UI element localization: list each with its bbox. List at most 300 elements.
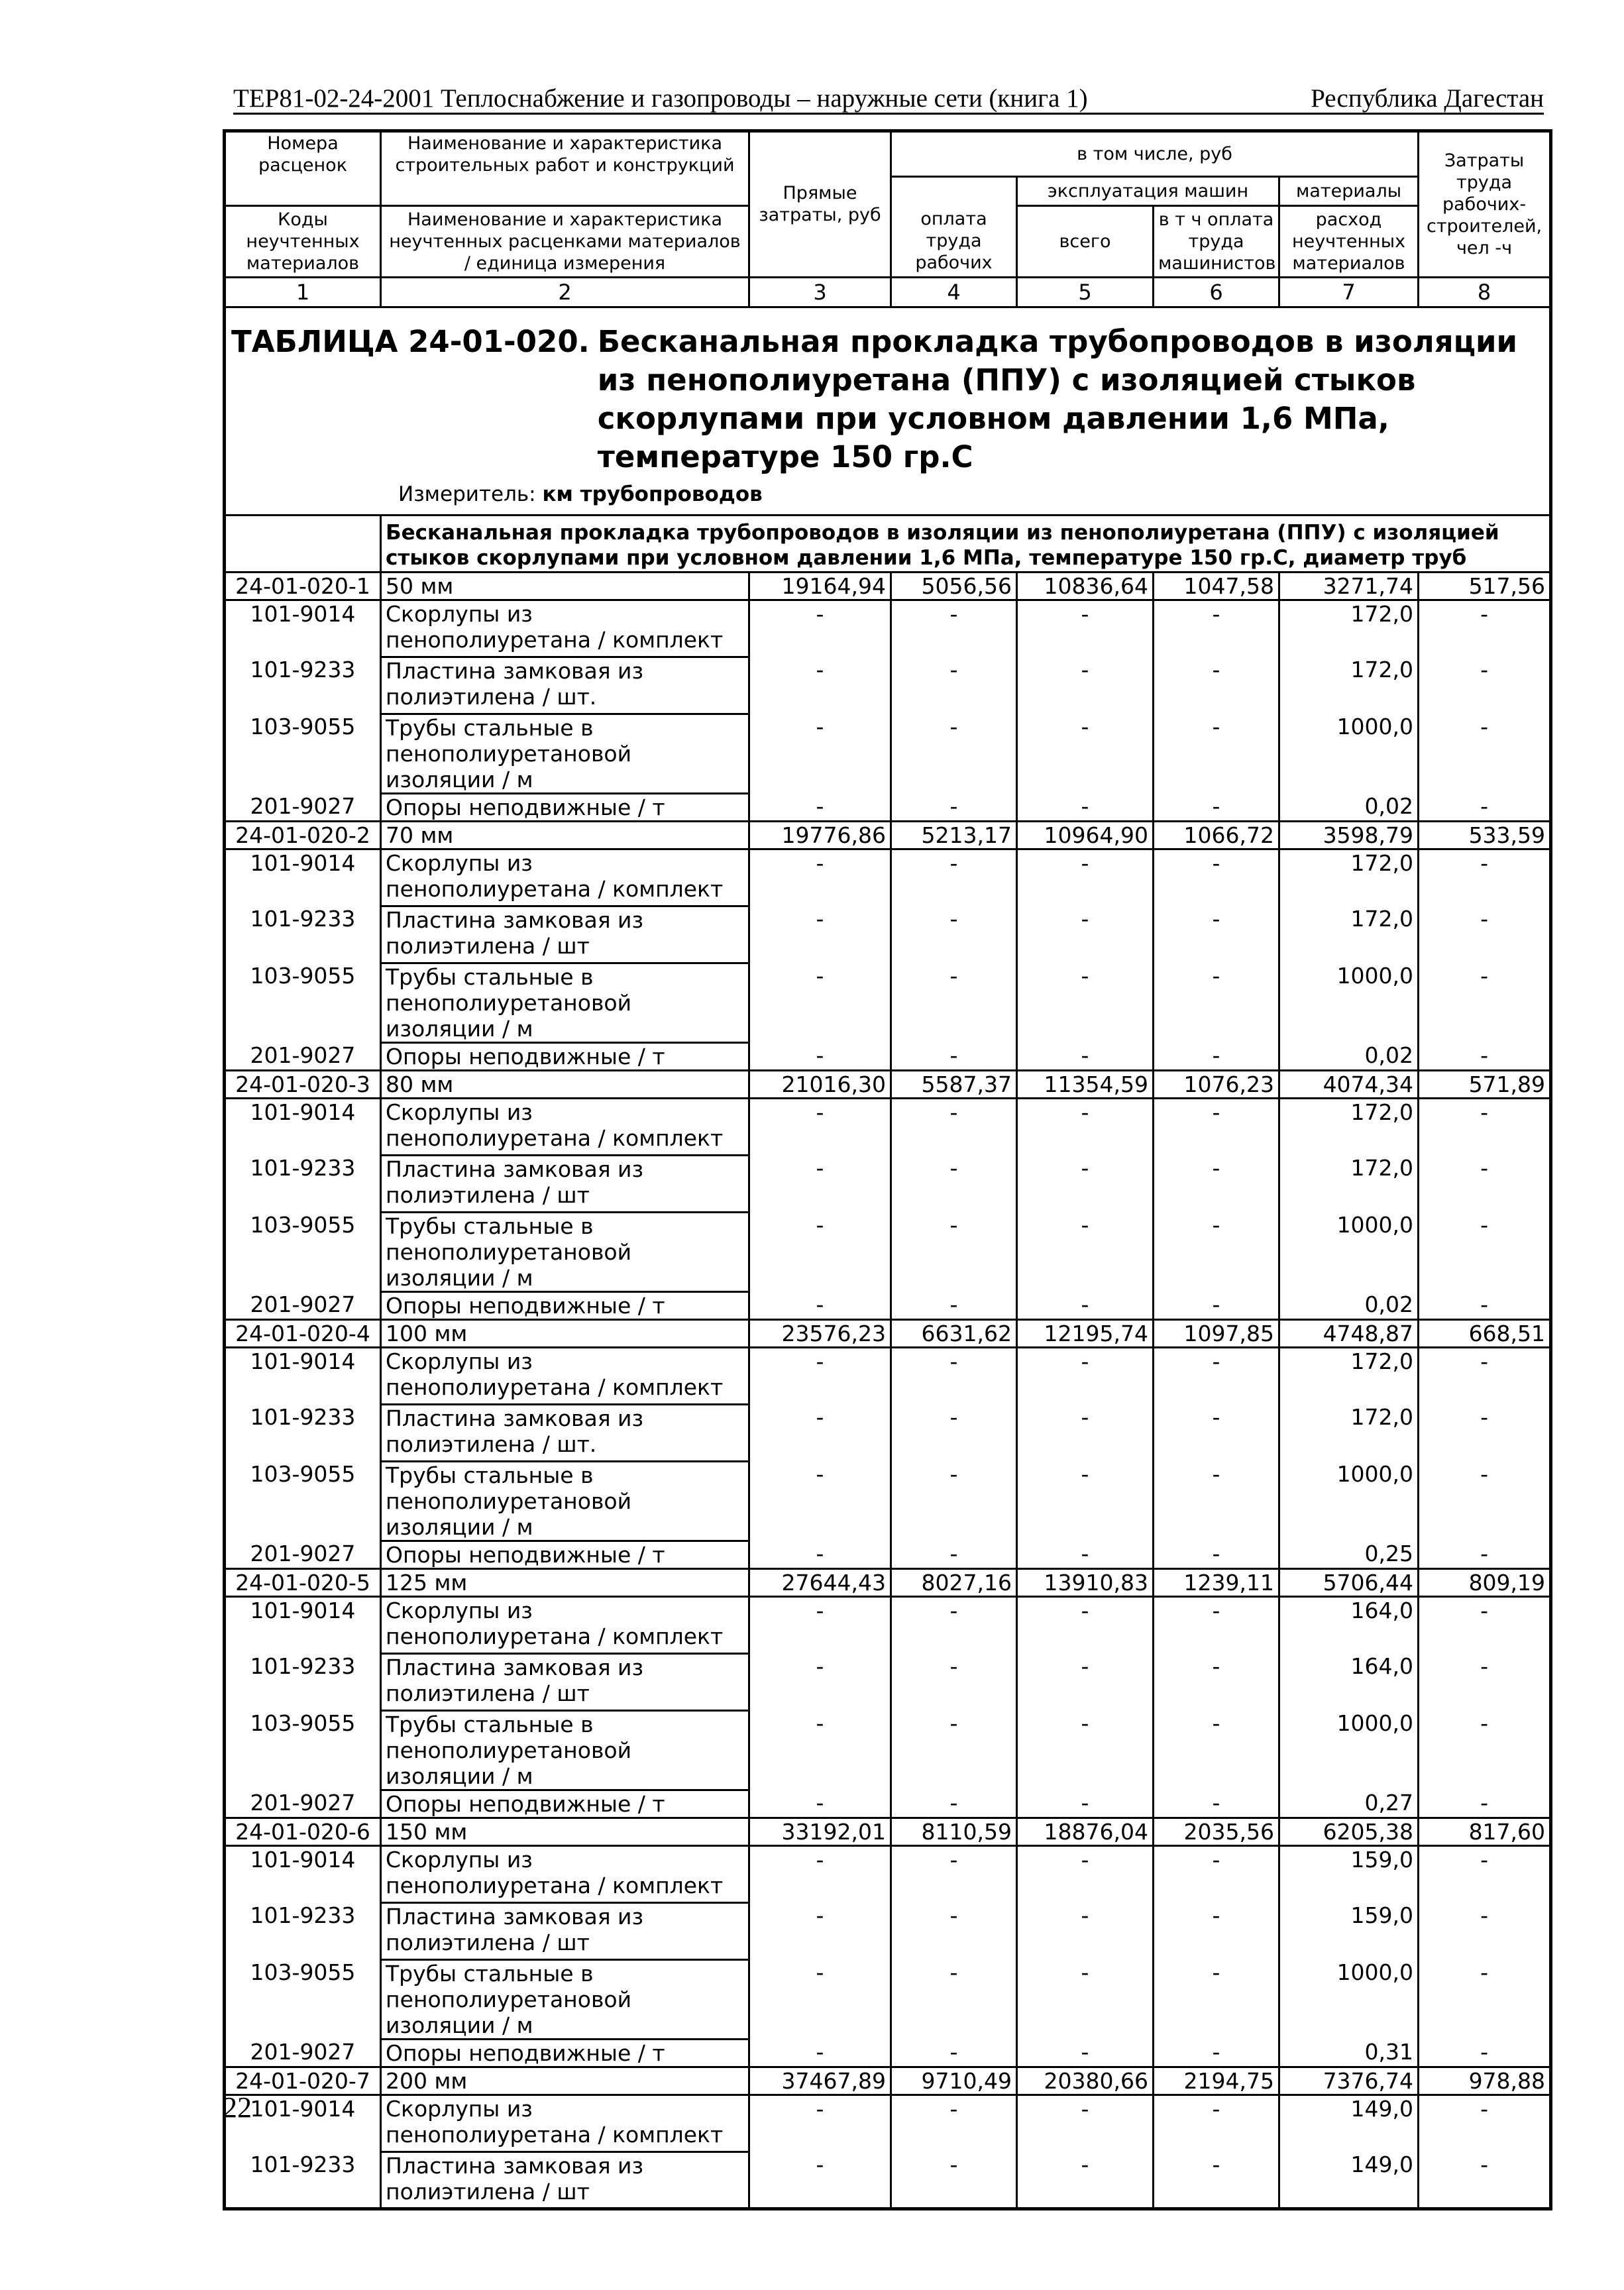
material-code: 201-9027 <box>225 1790 381 1818</box>
dash-cell: - <box>1017 963 1154 1042</box>
dash-cell: - <box>749 1959 891 2039</box>
col2-header-spacer <box>381 176 749 205</box>
rate-c6: 1076,23 <box>1154 1070 1279 1098</box>
rate-c5: 10964,90 <box>1017 821 1154 849</box>
material-code: 101-9014 <box>225 600 381 657</box>
col-number: 3 <box>749 277 891 307</box>
group-mat-header: материалы <box>1279 176 1419 205</box>
rate-c8: 533,59 <box>1419 821 1551 849</box>
dash-cell: - <box>1419 1291 1551 1319</box>
dash-cell: - <box>891 2152 1017 2208</box>
material-quantity: 0,02 <box>1279 1042 1419 1070</box>
material-code: 101-9233 <box>225 657 381 714</box>
dash-cell: - <box>749 1790 891 1818</box>
dash-cell: - <box>1154 2152 1279 2208</box>
material-row <box>225 1596 1551 1653</box>
col-number: 4 <box>891 277 1017 307</box>
dash-cell: - <box>1017 1404 1154 1461</box>
table-subtitle: Бесканальная прокладка трубопроводов в изоляции из пенополиуретана (ППУ) с изоляцией стыков скорлупами при условном давлении 1,6 МПа, температуре 150 гр.С, диаметр труб <box>381 515 1551 572</box>
dash-cell: - <box>1154 849 1279 906</box>
dash-cell: - <box>749 657 891 714</box>
material-name: Пластина замковая из полиэтилена / шт <box>381 906 749 963</box>
dash-cell: - <box>1017 849 1154 906</box>
col3-header: Прямые затраты, руб <box>749 131 891 278</box>
dash-cell: - <box>891 1902 1017 1959</box>
subtitle-spacer <box>225 515 381 572</box>
dash-cell: - <box>749 1042 891 1070</box>
col6-header: в т ч оплата труда машинистов <box>1154 205 1279 277</box>
material-name: Опоры неподвижные / т <box>381 1790 749 1818</box>
material-name: Пластина замковая из полиэтилена / шт <box>381 2152 749 2208</box>
dash-cell: - <box>1154 1541 1279 1568</box>
material-quantity: 1000,0 <box>1279 1959 1419 2039</box>
group-mach-header: эксплуатация машин <box>1017 176 1279 205</box>
dash-cell: - <box>1419 1845 1551 1902</box>
dash-cell: - <box>1419 1710 1551 1790</box>
material-row <box>225 1347 1551 1404</box>
running-header <box>233 83 1544 115</box>
material-row <box>225 963 1551 1042</box>
rate-c7: 7376,74 <box>1279 2067 1419 2095</box>
dash-cell: - <box>1017 1845 1154 1902</box>
material-row <box>225 1845 1551 1902</box>
dash-cell: - <box>1419 1347 1551 1404</box>
material-name: Скорлупы из пенополиуретана / комплект <box>381 1845 749 1902</box>
rate-row <box>225 1568 1551 1596</box>
rate-row <box>225 821 1551 849</box>
dash-cell: - <box>1017 793 1154 821</box>
material-code: 103-9055 <box>225 714 381 793</box>
material-code: 103-9055 <box>225 963 381 1042</box>
dash-cell: - <box>1154 963 1279 1042</box>
header-region: Республика Дагестан <box>1311 84 1544 113</box>
dash-cell: - <box>891 1845 1017 1902</box>
material-code: 201-9027 <box>225 793 381 821</box>
rate-name: 125 мм <box>381 1568 749 1596</box>
material-row <box>225 1461 1551 1541</box>
material-name: Скорлупы из пенополиуретана / комплект <box>381 1596 749 1653</box>
dash-cell: - <box>1154 1404 1279 1461</box>
rate-c3: 21016,30 <box>749 1070 891 1098</box>
dash-cell: - <box>1154 1790 1279 1818</box>
dash-cell: - <box>749 1902 891 1959</box>
rate-c5: 13910,83 <box>1017 1568 1154 1596</box>
material-name: Трубы стальные в пенополиуретановой изоляции / м <box>381 1959 749 2039</box>
material-quantity: 1000,0 <box>1279 1710 1419 1790</box>
material-code: 101-9233 <box>225 1404 381 1461</box>
rate-c6: 1047,58 <box>1154 572 1279 600</box>
rate-c4: 5587,37 <box>891 1070 1017 1098</box>
group-incl-header: в том числе, руб <box>891 131 1419 177</box>
dash-cell: - <box>1154 1042 1279 1070</box>
material-row <box>225 1042 1551 1070</box>
material-name: Опоры неподвижные / т <box>381 1541 749 1568</box>
dash-cell: - <box>1419 1155 1551 1212</box>
material-code: 101-9014 <box>225 1347 381 1404</box>
col2-subheader: Наименование и характеристика неучтенных расценками материалов / единица измерения <box>381 205 749 277</box>
table-header <box>225 131 1551 572</box>
rate-row <box>225 1070 1551 1098</box>
rate-c4: 9710,49 <box>891 2067 1017 2095</box>
dash-cell: - <box>749 906 891 963</box>
dash-cell: - <box>1017 1461 1154 1541</box>
material-code: 201-9027 <box>225 1541 381 1568</box>
col1-header-spacer <box>225 176 381 205</box>
rates-table <box>223 129 1552 2210</box>
rate-c4: 5213,17 <box>891 821 1017 849</box>
rate-code: 24-01-020-7 <box>225 2067 381 2095</box>
dash-cell: - <box>891 1959 1017 2039</box>
material-quantity: 0,27 <box>1279 1790 1419 1818</box>
dash-cell: - <box>891 600 1017 657</box>
dash-cell: - <box>1154 600 1279 657</box>
dash-cell: - <box>1419 1596 1551 1653</box>
dash-cell: - <box>749 1845 891 1902</box>
dash-cell: - <box>749 1653 891 1710</box>
dash-cell: - <box>1419 2095 1551 2152</box>
table-number: ТАБЛИЦА 24-01-020. <box>231 323 590 359</box>
material-quantity: 159,0 <box>1279 1845 1419 1902</box>
dash-cell: - <box>891 963 1017 1042</box>
dash-cell: - <box>1017 1212 1154 1291</box>
material-quantity: 0,31 <box>1279 2039 1419 2067</box>
dash-cell: - <box>749 1541 891 1568</box>
dash-cell: - <box>1017 906 1154 963</box>
material-name: Трубы стальные в пенополиуретановой изоляции / м <box>381 1710 749 1790</box>
rate-c7: 4074,34 <box>1279 1070 1419 1098</box>
dash-cell: - <box>1154 1461 1279 1541</box>
dash-cell: - <box>1154 1212 1279 1291</box>
material-name: Трубы стальные в пенополиуретановой изоляции / м <box>381 1212 749 1291</box>
dash-cell: - <box>749 714 891 793</box>
rate-name: 50 мм <box>381 572 749 600</box>
rate-row <box>225 1319 1551 1347</box>
dash-cell: - <box>749 1098 891 1155</box>
dash-cell: - <box>1419 2039 1551 2067</box>
dash-cell: - <box>891 906 1017 963</box>
dash-cell: - <box>1419 714 1551 793</box>
rate-c5: 20380,66 <box>1017 2067 1154 2095</box>
rate-c6: 1239,11 <box>1154 1568 1279 1596</box>
rate-c4: 8110,59 <box>891 1818 1017 1845</box>
dash-cell: - <box>1017 1653 1154 1710</box>
rate-c3: 23576,23 <box>749 1319 891 1347</box>
col1-subheader: Коды неучтенных материалов <box>225 205 381 277</box>
dash-cell: - <box>1154 1710 1279 1790</box>
dash-cell: - <box>1419 793 1551 821</box>
dash-cell: - <box>891 714 1017 793</box>
material-code: 101-9233 <box>225 1653 381 1710</box>
material-quantity: 172,0 <box>1279 600 1419 657</box>
rate-c6: 1066,72 <box>1154 821 1279 849</box>
material-code: 101-9014 <box>225 849 381 906</box>
dash-cell: - <box>1017 1098 1154 1155</box>
material-code: 103-9055 <box>225 1959 381 2039</box>
material-row <box>225 1155 1551 1212</box>
material-row <box>225 2039 1551 2067</box>
table-title: Бесканальная прокладка трубопроводов в изоляции из пенополиуретана (ППУ) с изоляцией стыков скорлупами при условном давлении 1,6 МПа, температуре 150 гр.С <box>597 323 1518 474</box>
rate-code: 24-01-020-5 <box>225 1568 381 1596</box>
rate-c5: 12195,74 <box>1017 1319 1154 1347</box>
material-quantity: 172,0 <box>1279 1098 1419 1155</box>
material-row <box>225 1959 1551 2039</box>
rate-c8: 668,51 <box>1419 1319 1551 1347</box>
dash-cell: - <box>749 2152 891 2208</box>
dash-cell: - <box>1154 1291 1279 1319</box>
dash-cell: - <box>749 849 891 906</box>
material-quantity: 172,0 <box>1279 906 1419 963</box>
rate-c7: 3598,79 <box>1279 821 1419 849</box>
material-quantity: 1000,0 <box>1279 1212 1419 1291</box>
rate-c4: 6631,62 <box>891 1319 1017 1347</box>
rate-c7: 6205,38 <box>1279 1818 1419 1845</box>
rate-c3: 27644,43 <box>749 1568 891 1596</box>
dash-cell: - <box>1419 1541 1551 1568</box>
material-row <box>225 1291 1551 1319</box>
col-number: 5 <box>1017 277 1154 307</box>
dash-cell: - <box>749 1710 891 1790</box>
dash-cell: - <box>891 1790 1017 1818</box>
material-code: 101-9014 <box>225 2095 381 2152</box>
material-code: 201-9027 <box>225 1291 381 1319</box>
dash-cell: - <box>1419 906 1551 963</box>
material-code: 101-9014 <box>225 1845 381 1902</box>
dash-cell: - <box>1017 1959 1154 2039</box>
dash-cell: - <box>891 2039 1017 2067</box>
dash-cell: - <box>1017 1710 1154 1790</box>
col-number: 2 <box>381 277 749 307</box>
material-row <box>225 1098 1551 1155</box>
dash-cell: - <box>1419 1098 1551 1155</box>
dash-cell: - <box>1154 657 1279 714</box>
dash-cell: - <box>1154 1959 1279 2039</box>
material-name: Скорлупы из пенополиуретана / комплект <box>381 1098 749 1155</box>
dash-cell: - <box>1419 1461 1551 1541</box>
dash-cell: - <box>1419 1790 1551 1818</box>
rate-c8: 517,56 <box>1419 572 1551 600</box>
dash-cell: - <box>891 793 1017 821</box>
rate-name: 150 мм <box>381 1818 749 1845</box>
dash-cell: - <box>1419 657 1551 714</box>
dash-cell: - <box>1154 1653 1279 1710</box>
col2-header: Наименование и характеристика строительных работ и конструкций <box>381 131 749 177</box>
material-name: Опоры неподвижные / т <box>381 1042 749 1070</box>
rate-c8: 809,19 <box>1419 1568 1551 1596</box>
col4-header: оплата труда рабочих <box>891 205 1017 277</box>
col-number: 7 <box>1279 277 1419 307</box>
material-row <box>225 600 1551 657</box>
rate-row <box>225 572 1551 600</box>
dash-cell: - <box>891 1404 1017 1461</box>
material-row <box>225 657 1551 714</box>
dash-cell: - <box>1017 1291 1154 1319</box>
col5-header: всего <box>1017 205 1154 277</box>
page-number: 22 <box>223 2091 252 2124</box>
measure-value: км трубопроводов <box>542 482 763 506</box>
col1-header: Номера расценок <box>225 131 381 177</box>
material-code: 101-9233 <box>225 906 381 963</box>
dash-cell: - <box>1419 1653 1551 1710</box>
material-name: Опоры неподвижные / т <box>381 2039 749 2067</box>
material-code: 201-9027 <box>225 1042 381 1070</box>
rate-c4: 5056,56 <box>891 572 1017 600</box>
rate-c4: 8027,16 <box>891 1568 1017 1596</box>
material-row <box>225 2095 1551 2152</box>
material-code: 103-9055 <box>225 1212 381 1291</box>
rate-code: 24-01-020-1 <box>225 572 381 600</box>
material-name: Пластина замковая из полиэтилена / шт. <box>381 1404 749 1461</box>
rate-c5: 18876,04 <box>1017 1818 1154 1845</box>
rate-code: 24-01-020-3 <box>225 1070 381 1098</box>
material-row <box>225 1541 1551 1568</box>
dash-cell: - <box>1419 1959 1551 2039</box>
rate-c3: 19776,86 <box>749 821 891 849</box>
dash-cell: - <box>1017 1347 1154 1404</box>
col4-header-spacer <box>891 176 1017 205</box>
material-name: Трубы стальные в пенополиуретановой изоляции / м <box>381 714 749 793</box>
dash-cell: - <box>749 1404 891 1461</box>
col-number: 6 <box>1154 277 1279 307</box>
dash-cell: - <box>1017 2039 1154 2067</box>
col-number: 1 <box>225 277 381 307</box>
dash-cell: - <box>1017 1042 1154 1070</box>
material-name: Скорлупы из пенополиуретана / комплект <box>381 2095 749 2152</box>
dash-cell: - <box>749 1461 891 1541</box>
rate-code: 24-01-020-4 <box>225 1319 381 1347</box>
dash-cell: - <box>1419 849 1551 906</box>
material-quantity: 172,0 <box>1279 657 1419 714</box>
material-code: 201-9027 <box>225 2039 381 2067</box>
dash-cell: - <box>1419 1902 1551 1959</box>
dash-cell: - <box>891 1098 1017 1155</box>
dash-cell: - <box>891 1710 1017 1790</box>
material-row <box>225 906 1551 963</box>
dash-cell: - <box>1017 1155 1154 1212</box>
rate-code: 24-01-020-2 <box>225 821 381 849</box>
material-code: 103-9055 <box>225 1461 381 1541</box>
rate-c7: 4748,87 <box>1279 1319 1419 1347</box>
rate-c3: 19164,94 <box>749 572 891 600</box>
material-code: 101-9233 <box>225 2152 381 2208</box>
dash-cell: - <box>1154 2095 1279 2152</box>
material-quantity: 149,0 <box>1279 2152 1419 2208</box>
material-quantity: 172,0 <box>1279 1155 1419 1212</box>
rate-code: 24-01-020-6 <box>225 1818 381 1845</box>
dash-cell: - <box>1419 1042 1551 1070</box>
dash-cell: - <box>891 1155 1017 1212</box>
rate-c3: 33192,01 <box>749 1818 891 1845</box>
material-quantity: 0,02 <box>1279 793 1419 821</box>
material-row <box>225 1902 1551 1959</box>
dash-cell: - <box>749 1212 891 1291</box>
material-quantity: 159,0 <box>1279 1902 1419 1959</box>
rate-row <box>225 2067 1551 2095</box>
dash-cell: - <box>1154 1596 1279 1653</box>
material-quantity: 1000,0 <box>1279 714 1419 793</box>
dash-cell: - <box>1154 1845 1279 1902</box>
measure-line <box>398 482 1543 508</box>
dash-cell: - <box>749 793 891 821</box>
dash-cell: - <box>1017 2095 1154 2152</box>
dash-cell: - <box>1154 1155 1279 1212</box>
table-title-block <box>225 307 1551 515</box>
material-quantity: 164,0 <box>1279 1653 1419 1710</box>
dash-cell: - <box>891 849 1017 906</box>
material-quantity: 164,0 <box>1279 1596 1419 1653</box>
dash-cell: - <box>1419 2152 1551 2208</box>
header-title: ТЕР81-02-24-2001 Теплоснабжение и газопроводы – наружные сети (книга 1) <box>233 84 1088 113</box>
dash-cell: - <box>749 600 891 657</box>
dash-cell: - <box>1017 1596 1154 1653</box>
material-name: Трубы стальные в пенополиуретановой изоляции / м <box>381 1461 749 1541</box>
material-row <box>225 714 1551 793</box>
material-quantity: 0,02 <box>1279 1291 1419 1319</box>
table-body <box>225 572 1551 2208</box>
material-name: Пластина замковая из полиэтилена / шт <box>381 1902 749 1959</box>
dash-cell: - <box>1419 1404 1551 1461</box>
rate-c6: 2194,75 <box>1154 2067 1279 2095</box>
material-row <box>225 1212 1551 1291</box>
material-code: 101-9233 <box>225 1902 381 1959</box>
rate-c5: 10836,64 <box>1017 572 1154 600</box>
dash-cell: - <box>891 1347 1017 1404</box>
dash-cell: - <box>1017 657 1154 714</box>
dash-cell: - <box>1419 600 1551 657</box>
material-code: 103-9055 <box>225 1710 381 1790</box>
material-row <box>225 793 1551 821</box>
dash-cell: - <box>891 1596 1017 1653</box>
dash-cell: - <box>749 1347 891 1404</box>
dash-cell: - <box>749 1155 891 1212</box>
dash-cell: - <box>891 1212 1017 1291</box>
dash-cell: - <box>891 1461 1017 1541</box>
dash-cell: - <box>1419 1212 1551 1291</box>
material-name: Скорлупы из пенополиуретана / комплект <box>381 1347 749 1404</box>
measure-label: Измеритель: <box>398 482 536 506</box>
rate-c7: 3271,74 <box>1279 572 1419 600</box>
rate-row <box>225 1818 1551 1845</box>
col8-header: Затраты труда рабочих-строителей, чел -ч <box>1419 131 1551 278</box>
dash-cell: - <box>891 1653 1017 1710</box>
dash-cell: - <box>749 2039 891 2067</box>
rate-name: 100 мм <box>381 1319 749 1347</box>
col7-header: расход неучтенных материалов <box>1279 205 1419 277</box>
material-name: Трубы стальные в пенополиуретановой изоляции / м <box>381 963 749 1042</box>
material-quantity: 172,0 <box>1279 1347 1419 1404</box>
dash-cell: - <box>891 1042 1017 1070</box>
material-quantity: 1000,0 <box>1279 963 1419 1042</box>
material-code: 101-9014 <box>225 1596 381 1653</box>
material-row <box>225 1710 1551 1790</box>
dash-cell: - <box>891 2095 1017 2152</box>
dash-cell: - <box>749 1291 891 1319</box>
dash-cell: - <box>1154 1347 1279 1404</box>
material-name: Скорлупы из пенополиуретана / комплект <box>381 600 749 657</box>
material-quantity: 172,0 <box>1279 849 1419 906</box>
dash-cell: - <box>1017 1541 1154 1568</box>
dash-cell: - <box>1419 963 1551 1042</box>
dash-cell: - <box>1154 1902 1279 1959</box>
dash-cell: - <box>1017 2152 1154 2208</box>
material-name: Скорлупы из пенополиуретана / комплект <box>381 849 749 906</box>
material-row <box>225 1404 1551 1461</box>
dash-cell: - <box>749 2095 891 2152</box>
dash-cell: - <box>1154 2039 1279 2067</box>
dash-cell: - <box>1154 1098 1279 1155</box>
material-row <box>225 2152 1551 2208</box>
rate-c7: 5706,44 <box>1279 1568 1419 1596</box>
dash-cell: - <box>1154 906 1279 963</box>
